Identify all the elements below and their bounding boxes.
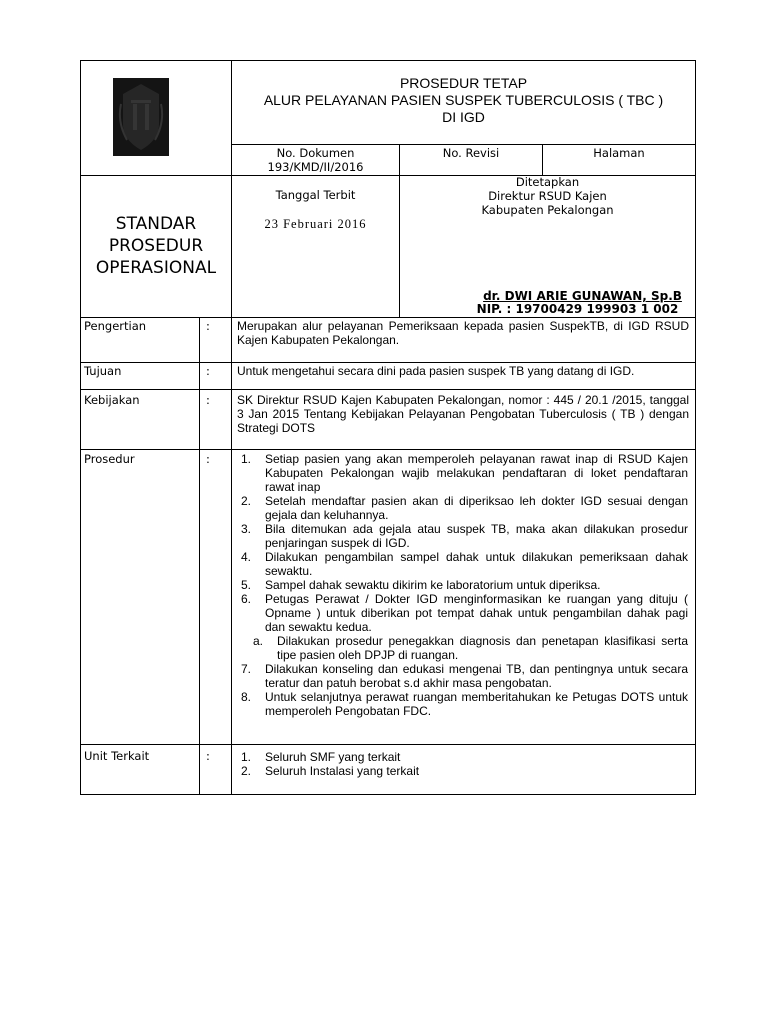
direktur-label: Direktur RSUD Kajen bbox=[488, 189, 607, 203]
prosedur-item-num: 4. bbox=[241, 550, 252, 564]
prosedur-item bbox=[241, 550, 688, 578]
prosedur-item-text: Dilakukan pengambilan sampel dahak untuk dilakukan pemeriksaan dahak sewaktu. bbox=[265, 550, 688, 578]
prosedur-subitem bbox=[241, 634, 688, 662]
prosedur-item-text: Setiap pasien yang akan memperoleh pelayanan rawat inap di RSUD Kajen Kabupaten Pekalongan wajib melakukan pendaftaran di loket pendaftaran rawat inap bbox=[265, 452, 688, 494]
prosedur-subitem-num: a. bbox=[253, 634, 264, 648]
title-line-1: PROSEDUR TETAP bbox=[399, 75, 528, 91]
kabupaten-label: Kabupaten Pekalongan bbox=[481, 203, 614, 217]
sop-title-line-1: STANDAR bbox=[115, 214, 197, 234]
unit-terkait-colon: : bbox=[206, 749, 210, 763]
unit-item-text: Seluruh SMF yang terkait bbox=[265, 750, 401, 764]
unit-item-text: Seluruh Instalasi yang terkait bbox=[265, 764, 420, 778]
signer-name: dr. DWI ARIE GUNAWAN, Sp.B bbox=[483, 289, 682, 303]
pengertian-text: Merupakan alur pelayanan Pemeriksaan kepada pasien SuspekTB, di IGD RSUD Kajen Kabupaten Pekalongan. bbox=[237, 319, 689, 347]
no-dokumen-label: No. Dokumen bbox=[276, 146, 355, 160]
tujuan-text: Untuk mengetahui secara dini pada pasien suspek TB yang datang di IGD. bbox=[237, 364, 635, 378]
prosedur-item-text: Setelah mendaftar pasien akan di diperiksao leh dokter IGD sesuai dengan gejala dan keluhannya. bbox=[265, 494, 688, 522]
pengertian-colon: : bbox=[206, 319, 210, 333]
prosedur-item-num: 5. bbox=[241, 578, 252, 592]
prosedur-label: Prosedur bbox=[84, 452, 135, 466]
prosedur-list bbox=[241, 452, 688, 718]
divider-row-2 bbox=[80, 389, 696, 390]
signer-block bbox=[400, 290, 695, 316]
prosedur-item bbox=[241, 452, 688, 494]
unit-item bbox=[241, 764, 688, 778]
halaman-label: Halaman bbox=[593, 146, 645, 160]
prosedur-item-text: Untuk selanjutnya perawat ruangan memberitahukan ke Petugas DOTS untuk memperoleh Pengobatan FDC. bbox=[265, 690, 688, 718]
sop-title-line-3: OPERASIONAL bbox=[95, 258, 217, 278]
unit-item bbox=[241, 750, 688, 764]
no-dokumen-value: 193/KMD/II/2016 bbox=[267, 160, 364, 174]
prosedur-item-num: 7. bbox=[241, 662, 252, 676]
table-border-top bbox=[80, 60, 696, 61]
document-title bbox=[232, 75, 695, 126]
table-border-right bbox=[695, 60, 696, 795]
prosedur-item-text: Bila ditemukan ada gejala atau suspek TB, maka akan dilakukan prosedur penjaringan suspek di IGD. bbox=[265, 522, 688, 550]
prosedur-item bbox=[241, 522, 688, 550]
kebijakan-label: Kebijakan bbox=[84, 393, 140, 407]
ditetapkan-block bbox=[400, 175, 695, 217]
prosedur-item-num: 3. bbox=[241, 522, 252, 536]
prosedur-item bbox=[241, 662, 688, 690]
prosedur-item-num: 1. bbox=[241, 452, 252, 466]
tujuan-label: Tujuan bbox=[84, 364, 122, 378]
table-border-left bbox=[80, 60, 81, 795]
regency-emblem-icon bbox=[113, 78, 169, 156]
no-revisi-label: No. Revisi bbox=[442, 146, 500, 160]
tanggal-terbit-value: 23 Februari 2016 bbox=[264, 217, 367, 231]
prosedur-list-wrap bbox=[241, 452, 688, 718]
prosedur-item bbox=[241, 690, 688, 718]
prosedur-colon: : bbox=[206, 452, 210, 466]
signer-nip: NIP. : 19700429 199903 1 002 bbox=[476, 302, 679, 316]
unit-item-num: 1. bbox=[241, 750, 252, 764]
prosedur-item-text: Petugas Perawat / Dokter IGD menginformasikan ke ruangan yang dituju ( Opname ) untuk diberikan pot tempat dahak untuk pengambilan dahak pagi dan sewaktu kedua. bbox=[265, 592, 688, 634]
prosedur-item-text: Sampel dahak sewaktu dikirim ke laboratorium untuk diperiksa. bbox=[265, 578, 601, 592]
unit-terkait-label: Unit Terkait bbox=[84, 749, 150, 763]
divider-sop-bottom bbox=[80, 317, 696, 318]
sop-title bbox=[81, 213, 231, 279]
prosedur-item bbox=[241, 494, 688, 522]
pengertian-label: Pengertian bbox=[84, 319, 147, 333]
prosedur-subitem-text: Dilakukan prosedur penegakkan diagnosis dan penetapan klasifikasi serta tipe pasien oleh DPJP di ruangan. bbox=[277, 634, 688, 662]
ditetapkan-label: Ditetapkan bbox=[515, 175, 580, 189]
prosedur-item-text: Dilakukan konseling dan edukasi mengenai TB, dan pentingnya untuk secara teratur dan patuh berobat s.d akhir masa pengobatan. bbox=[265, 662, 688, 690]
kebijakan-text: SK Direktur RSUD Kajen Kabupaten Pekalongan, nomor : 445 / 20.1 /2015, tanggal 3 Jan 2015 Tentang Kebijakan Pelayanan Pengobatan Tuberculosis ( TB ) dengan Strategi DOTS bbox=[237, 393, 689, 435]
divider-title-bottom bbox=[231, 144, 695, 145]
sop-title-line-2: PROSEDUR bbox=[108, 236, 204, 256]
divider-row-4 bbox=[80, 744, 696, 745]
tujuan-colon: : bbox=[206, 364, 210, 378]
title-line-3: DI IGD bbox=[442, 109, 485, 125]
unit-list-wrap bbox=[241, 750, 688, 778]
prosedur-item-num: 8. bbox=[241, 690, 252, 704]
divider-row-3 bbox=[80, 449, 696, 450]
tanggal-terbit-label: Tanggal Terbit bbox=[275, 188, 356, 202]
no-dokumen-cell bbox=[232, 146, 399, 174]
kebijakan-colon: : bbox=[206, 393, 210, 407]
unit-item-num: 2. bbox=[241, 764, 252, 778]
prosedur-item bbox=[241, 578, 688, 592]
prosedur-item-num: 2. bbox=[241, 494, 252, 508]
prosedur-item-num: 6. bbox=[241, 592, 252, 606]
divider-row-1 bbox=[80, 362, 696, 363]
table-border-bottom bbox=[80, 794, 696, 795]
unit-list bbox=[241, 750, 688, 778]
prosedur-item bbox=[241, 592, 688, 634]
title-line-2: ALUR PELAYANAN PASIEN SUSPEK TUBERCULOSIS ( TBC ) bbox=[263, 92, 664, 108]
